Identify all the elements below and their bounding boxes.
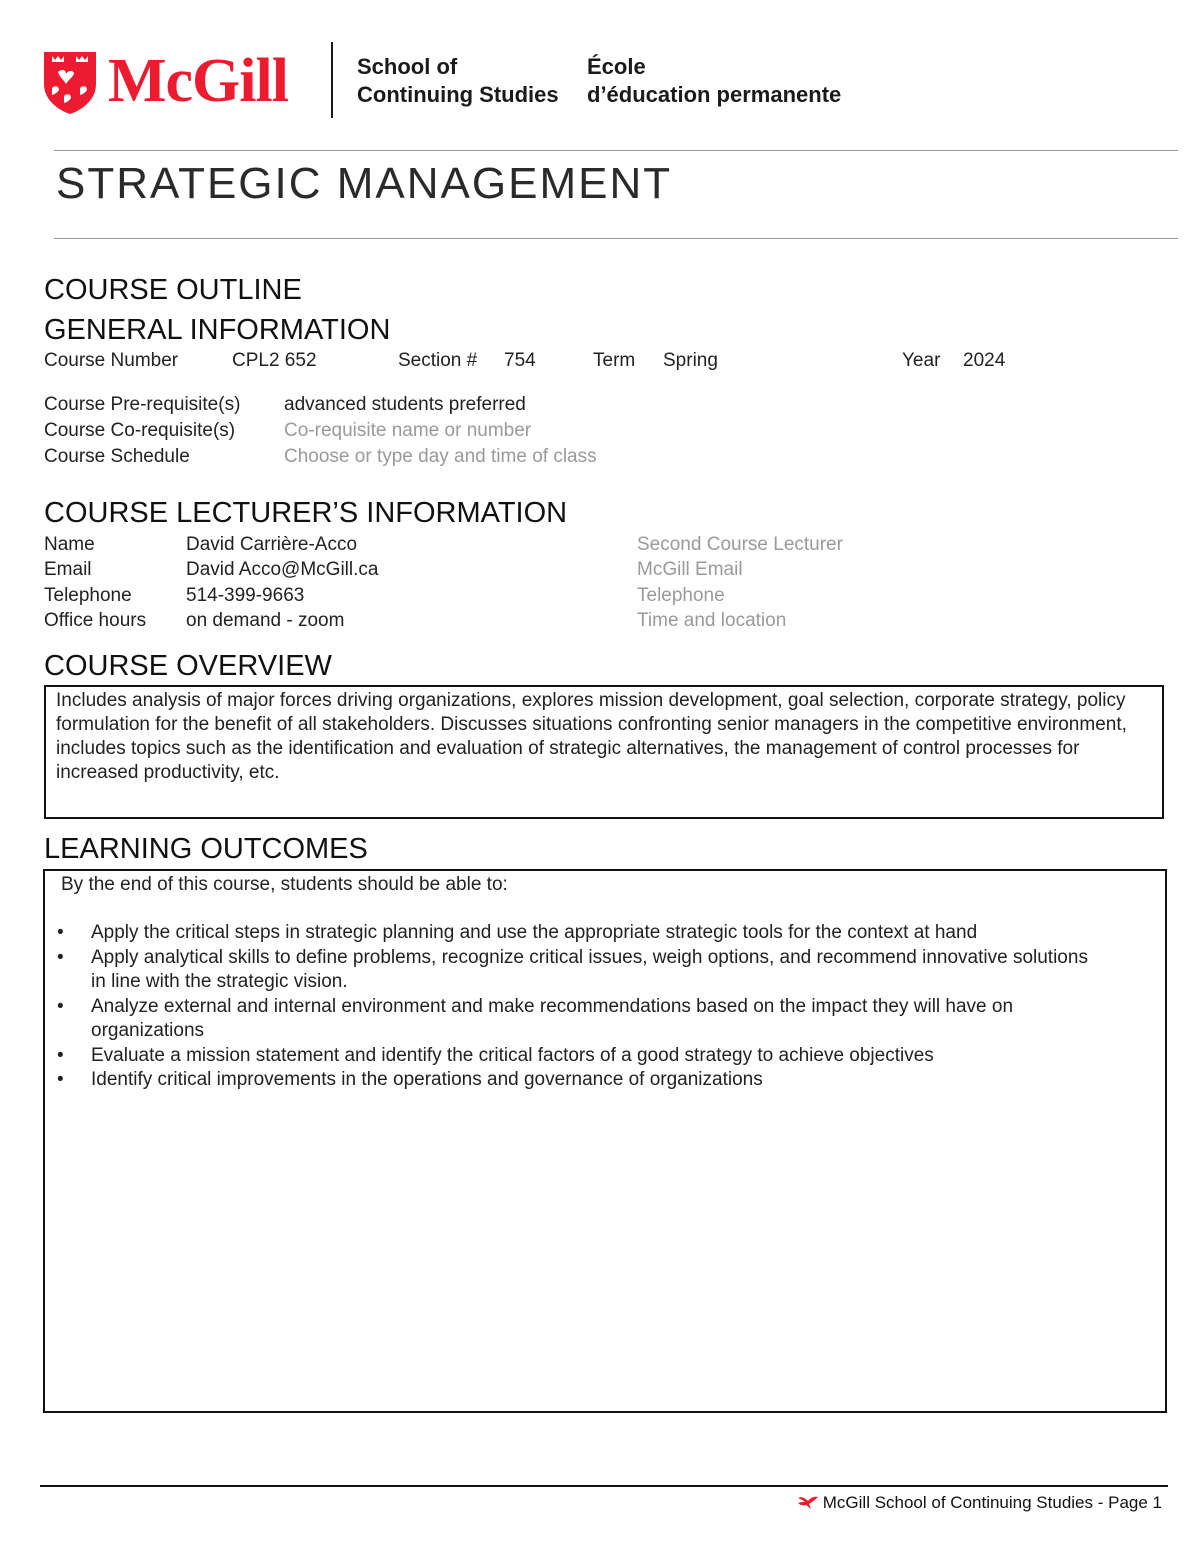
lecturer-name-value: David Carrière-Acco xyxy=(186,534,358,555)
year-value: 2024 xyxy=(963,350,1006,371)
document-title: STRATEGIC MANAGEMENT xyxy=(56,159,673,208)
list-item: • Evaluate a mission statement and identify the critical factors of a good strategy to achieve objectives xyxy=(45,1044,1105,1069)
second-lecturer-phone: Telephone xyxy=(637,585,725,606)
office-hours-label: Office hours xyxy=(44,610,147,631)
outcomes-list xyxy=(45,921,1165,1093)
prereq-label: Course Pre-requisite(s) xyxy=(44,394,241,415)
logo-divider xyxy=(331,42,333,118)
lecturer-name-label: Name xyxy=(44,534,95,555)
outcomes-heading: LEARNING OUTCOMES xyxy=(44,833,368,865)
school-name-fr xyxy=(587,53,841,109)
lecturer-phone-label: Telephone xyxy=(44,585,132,606)
mcgill-martlet-icon xyxy=(797,1494,819,1510)
title-rule-top xyxy=(54,150,1178,151)
second-lecturer-name: Second Course Lecturer xyxy=(637,534,843,555)
title-rule-bottom xyxy=(54,238,1178,239)
bullet: • xyxy=(57,995,64,1017)
school-fr-line1: École xyxy=(587,54,646,79)
lecturer-email-value: David Acco@McGill.ca xyxy=(186,559,379,580)
lecturer-heading: COURSE LECTURER’S INFORMATION xyxy=(44,497,568,529)
footer-rule xyxy=(40,1485,1168,1487)
term-label: Term xyxy=(593,350,636,371)
bullet: • xyxy=(57,1069,64,1090)
prereq-value: advanced students preferred xyxy=(284,394,526,415)
overview-text: Includes analysis of major forces driving organizations, explores mission development, goal selection, corporate strategy, policy formulation for the benefit of all stakeholders. Discusses situations confronting senior managers in the competitive environment, includes topics such as the identification and evaluation of strategic alternatives, the management of control processes for increased productivity, etc. xyxy=(56,690,1127,783)
school-fr-line2: d’éducation permanente xyxy=(587,82,842,107)
list-item: • Identify critical improvements in the operations and governance of organizations xyxy=(45,1068,1105,1093)
list-item: • Apply analytical skills to define problems, recognize critical issues, weigh options, and recommend innovative solutions in line with the strategic vision. xyxy=(57,946,1088,992)
school-en-line1: School of xyxy=(357,54,458,79)
list-item: • Apply the critical steps in strategic planning and use the appropriate strategic tools for the context at hand xyxy=(45,921,1105,946)
outcomes-box xyxy=(43,869,1167,1413)
bullet: • xyxy=(57,922,64,943)
year-label: Year xyxy=(902,350,941,371)
lecturer-email-label: Email xyxy=(44,559,92,580)
general-info-heading: GENERAL INFORMATION xyxy=(44,314,391,346)
section-value: 754 xyxy=(504,350,536,371)
mcgill-shield-logo xyxy=(42,50,98,116)
school-en-line2: Continuing Studies xyxy=(357,82,559,107)
course-number-value: CPL2 652 xyxy=(232,350,317,371)
list-item: • Analyze external and internal environment and make recommendations based on the impact they will have on organizations xyxy=(57,995,1014,1041)
footer-text: McGill School of Continuing Studies - Page 1 xyxy=(822,1493,1162,1512)
second-lecturer-hours: Time and location xyxy=(637,610,787,631)
section-label: Section # xyxy=(398,350,478,371)
page-footer xyxy=(797,1492,1162,1514)
bullet: • xyxy=(57,1044,64,1066)
overview-heading: COURSE OVERVIEW xyxy=(44,650,332,682)
course-number-label: Course Number xyxy=(44,350,179,371)
lecturer-phone-value: 514-399-9663 xyxy=(186,585,305,606)
school-name-en xyxy=(357,53,559,109)
course-outline-heading: COURSE OUTLINE xyxy=(44,274,302,306)
outcomes-intro: By the end of this course, students should be able to: xyxy=(61,874,508,895)
mcgill-wordmark: McGill xyxy=(108,47,288,115)
term-value: Spring xyxy=(663,350,718,371)
schedule-label: Course Schedule xyxy=(44,446,190,467)
office-hours-value: on demand - zoom xyxy=(186,610,345,631)
coreq-label: Course Co-requisite(s) xyxy=(44,420,236,441)
schedule-value: Choose or type day and time of class xyxy=(284,446,597,467)
second-lecturer-email: McGill Email xyxy=(637,559,743,580)
bullet: • xyxy=(57,946,64,968)
coreq-value: Co-requisite name or number xyxy=(284,420,532,441)
overview-box xyxy=(44,685,1164,819)
